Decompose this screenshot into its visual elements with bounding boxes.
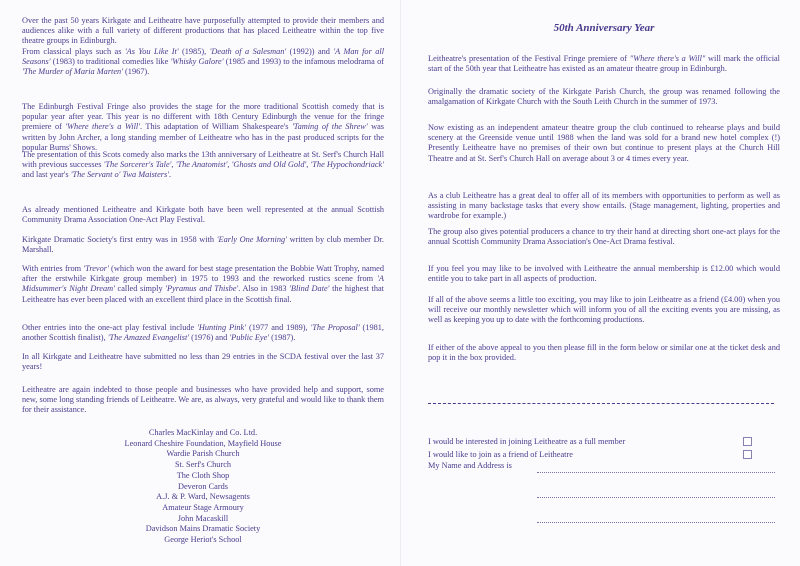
para-membership: If you feel you may like to be involved with Leitheatre the annual membership is £12.00 which would entitle you to take part in all aspects of production. — [428, 264, 780, 284]
para-scda: As already mentioned Leitheatre and Kirkgate both have been well represented at the annual Scottish Community Drama Association One-Act Play Festival. — [22, 205, 384, 225]
para-thanks: Leitheatre are again indebted to those people and businesses who have provided help and support, some new, some long standing friends of Leitheatre. We are, as always, very grateful and would like to thank them for their assistance. — [22, 385, 384, 415]
name-address-label: My Name and Address is — [428, 461, 512, 470]
para-friend: If all of the above seems a little too exciting, you may like to join Leitheatre as a friend (£4.00) when you will receive our monthly newsletter which will inform you of all the exciting events you are missing, as well as keeping you up to date with the forthcoming productions. — [428, 295, 780, 325]
para-history: Over the past 50 years Kirkgate and Leitheatre have purposefully attempted to provide their members and audiences alike with a full variety of different productions that has placed Leitheatre within the top five theatre groups in Edinburgh. — [22, 16, 384, 46]
sponsor-item: George Heriot's School — [164, 535, 242, 545]
para-first-entry: Kirkgate Dramatic Society's first entry was in 1958 with 'Early One Morning' written by club member Dr. Marshall. — [22, 235, 384, 255]
page-title: 50th Anniversary Year — [553, 22, 655, 34]
para-club-offer: As a club Leitheatre has a great deal to offer all of its members with opportunities to perform as well as assisting in many backstage tasks that every show entails. (Stage management, lighting, properties and wardrobe for example.) — [428, 191, 780, 221]
para-entries: With entries from 'Trevor' (which won the award for best stage presentation the Bobbie Watt Trophy, named after the erstwhile Kirkgate group member) in 1975 to 1993 and the reworked rustics scene from 'A Midsummer's Night Dream' called simply 'Pyramus and Thisbe'. Also in 1983 'Blind Date' the highest that Leitheatre has ever been placed with an excellent third place in the Scottish final. — [22, 264, 384, 304]
sponsor-item: A.J. & P. Ward, Newsagents — [156, 492, 250, 502]
sponsor-item: The Cloth Shop — [176, 470, 230, 480]
para-origins: Originally the dramatic society of the Kirkgate Parish Church, the group was renamed following the amalgamation of Kirkgate Church with the South Leith Church in the summer of 1973. — [428, 87, 780, 107]
para-fringe-premiere: Leitheatre's presentation of the Festival Fringe premiere of "Where there's a Will" will mark the official start of the 50th year that Leitheatre has existed as an amateur theatre group in Edinburgh. — [428, 54, 780, 74]
para-classics: From classical plays such as 'As You Like It' (1985), 'Death of a Salesman' (1992)) and 'A Man for all Seasons' (1983) to traditional comedies like 'Whisky Galore' (1985 and 1993) to the infamous melodrama of 'The Murder of Maria Marten' (1967). — [22, 47, 385, 77]
friend-checkbox[interactable] — [743, 450, 752, 459]
para-total-entries: In all Kirkgate and Leitheatre have submitted no less than 29 entries in the SCDA festival over the last 37 years! — [22, 352, 384, 372]
name-address-line-2[interactable] — [537, 497, 775, 498]
full-member-label: I would be interested in joining Leitheatre as a full member — [428, 437, 626, 446]
para-fringe: The Edinburgh Festival Fringe also provides the stage for the more traditional Scottish comedy that is popular year after year. This year is no different with 18th Century Edinburgh the venue for the fringe premiere of 'Where there's a Will'. This adaptation of William Shakespeare's 'Taming of the Shrew' was written by John Archer, a long standing member of Leitheatre who has in the past produced scripts for the popular Burns' Shows. — [22, 102, 385, 152]
sponsor-item: St. Serf's Church — [174, 460, 232, 470]
sponsor-item: Leonard Cheshire Foundation, Mayfield House — [124, 438, 282, 448]
sponsor-item: John Macaskill — [177, 513, 229, 523]
para-anniversary-st-serfs: The presentation of this Scots comedy also marks the 13th anniversary of Leitheatre at St. Serf's Church Hall with previous successes 'The Sorcerer's Tale', 'The Anatomist', 'Ghosts and Old Gold', 'The Hypochondriack' and last year's 'The Servant o' Twa Maisters'. — [22, 150, 384, 180]
para-form-instructions: If either of the above appeal to you then please fill in the form below or similar one at the ticket desk and pop it in the box provided. — [428, 343, 780, 363]
name-address-line-3[interactable] — [537, 522, 775, 523]
sponsor-item: Charles MacKinlay and Co. Ltd. — [148, 428, 258, 437]
sponsor-item: Davidson Mains Dramatic Society — [145, 524, 261, 534]
full-member-checkbox[interactable] — [743, 437, 752, 446]
cut-line — [428, 403, 774, 404]
sponsor-list — [22, 428, 384, 546]
para-producers: The group also gives potential producers a chance to try their hand at directing short one-act plays for the annual Scottish Community Drama Association's One-Act Drama festival. — [428, 227, 780, 247]
para-other-entries: Other entries into the one-act play festival include 'Hunting Pink' (1977 and 1989), 'The Proposal' (1981, another Scottish finalist), 'The Amazed Evangelist' (1976) and 'Public Eye' (1987). — [22, 323, 384, 343]
form-option-full-member[interactable] — [428, 437, 774, 447]
sponsor-item: Wardie Parish Church — [166, 449, 240, 459]
friend-label: I would like to join as a friend of Leitheatre — [428, 450, 573, 459]
page-fold — [400, 0, 401, 566]
sponsor-item: Amateur Stage Armoury — [162, 502, 244, 512]
name-address-line-1[interactable] — [537, 472, 775, 473]
form-option-friend[interactable] — [428, 450, 774, 460]
name-address-field[interactable] — [428, 461, 774, 471]
para-independent: Now existing as an independent amateur theatre group the club continued to rehearse plays and build scenery at the Greenside venue until 1988 when the land was sold for a brand new hotel complex (!) Presently Leitheatre have no premises of their own but continue to present plays at the Church Hill Theatre and at St. Serf's Church Hall on average about 3 or 4 times every year. — [428, 123, 780, 163]
sponsor-item: Deveron Cards — [178, 481, 228, 491]
